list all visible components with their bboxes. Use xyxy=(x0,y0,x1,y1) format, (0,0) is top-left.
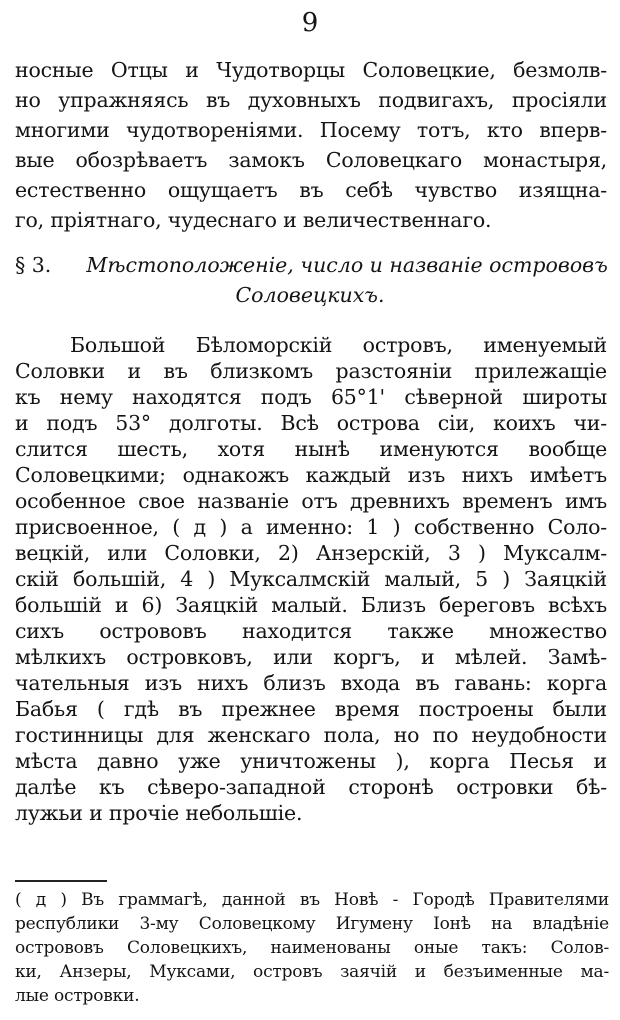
text-line: Бабья ( гдѣ въ прежнее время построены были xyxy=(15,697,607,721)
text-line: Соловки и въ близкомъ разстояніи прилежащіе xyxy=(15,359,607,383)
text-line: далѣе къ сѣверо-западной сторонѣ островки бѣ- xyxy=(15,775,607,799)
text-line: сихъ острововъ находится также множество xyxy=(15,619,607,643)
text-line: мѣста давно уже уничтожены ), корга Песья и xyxy=(15,749,607,773)
text-line: и подъ 53° долготы. Всѣ острова сіи, коихъ чи- xyxy=(15,411,607,435)
section-heading xyxy=(15,250,607,280)
footnote-line: республики 3-му Соловецкому Игумену Іонѣ на владѣніе xyxy=(15,914,609,934)
footnote-line: острововъ Соловецкихъ, наименованы оные такъ: Солов- xyxy=(15,938,609,958)
text-line: естественно ощущаетъ въ себѣ чувство изящна- xyxy=(15,178,607,202)
text-line: Большой Бѣломорскій островъ, именуемый xyxy=(70,333,607,357)
text-line: вецкій, или Соловки, 2) Анзерскій, 3 ) Муксалм- xyxy=(15,541,607,565)
text-line: го, пріятнаго, чудеснаго и величественнаго. xyxy=(15,208,492,232)
section-title-line2: Соловецкихъ. xyxy=(235,283,385,307)
text-line: многими чудотвореніями. Посему тотъ, кто вперв- xyxy=(15,118,607,142)
text-line: гостинницы для женскаго пола, но по неудобности xyxy=(15,723,607,747)
text-line: особенное свое названіе отъ древнихъ временъ имъ xyxy=(15,489,607,513)
section-title-line1: Мѣстоположеніе, число и названіе острововъ xyxy=(86,253,608,277)
text-line: вые обозрѣваетъ замокъ Соловецкаго монастыря, xyxy=(15,148,607,172)
section-number: § 3. xyxy=(15,253,52,277)
text-line: слится шесть, хотя нынѣ именуются вообще xyxy=(15,437,607,461)
text-line: къ нему находятся подъ 65°1' сѣверной широты xyxy=(15,385,607,409)
footnote-line: лые островки. xyxy=(15,986,140,1006)
footnote-line: ки, Анзеры, Муксами, островъ заячій и безъименные ма- xyxy=(15,962,609,982)
text-line: Соловецкими; однакожъ каждый изъ нихъ имѣетъ xyxy=(15,463,607,487)
text-line: большій и 6) Заяцкій малый. Близъ береговъ всѣхъ xyxy=(15,593,607,617)
text-line: мѣлкихъ островковъ, или коргъ, и мѣлей. Замѣ- xyxy=(15,645,607,669)
footnote-line: ( д ) Въ граммагѣ, данной въ Новѣ - Городѣ Правителями xyxy=(15,890,609,910)
text-line: носные Отцы и Чудотворцы Соловецкие, безмолв- xyxy=(15,58,607,82)
text-line: чательныя изъ нихъ близъ входа въ гавань: корга xyxy=(15,671,607,695)
page-number: 9 xyxy=(301,8,319,38)
text-line: но упражняясь въ духовныхъ подвигахъ, просіяли xyxy=(15,88,607,112)
text-line: присвоенное, ( д ) а именно: 1 ) собственно Соло- xyxy=(15,515,607,539)
text-line: скій большій, 4 ) Муксалмскій малый, 5 ) Заяцкій xyxy=(15,567,607,591)
footnote-divider xyxy=(15,880,107,882)
text-line: лужьи и прочіе небольшіе. xyxy=(15,801,303,825)
